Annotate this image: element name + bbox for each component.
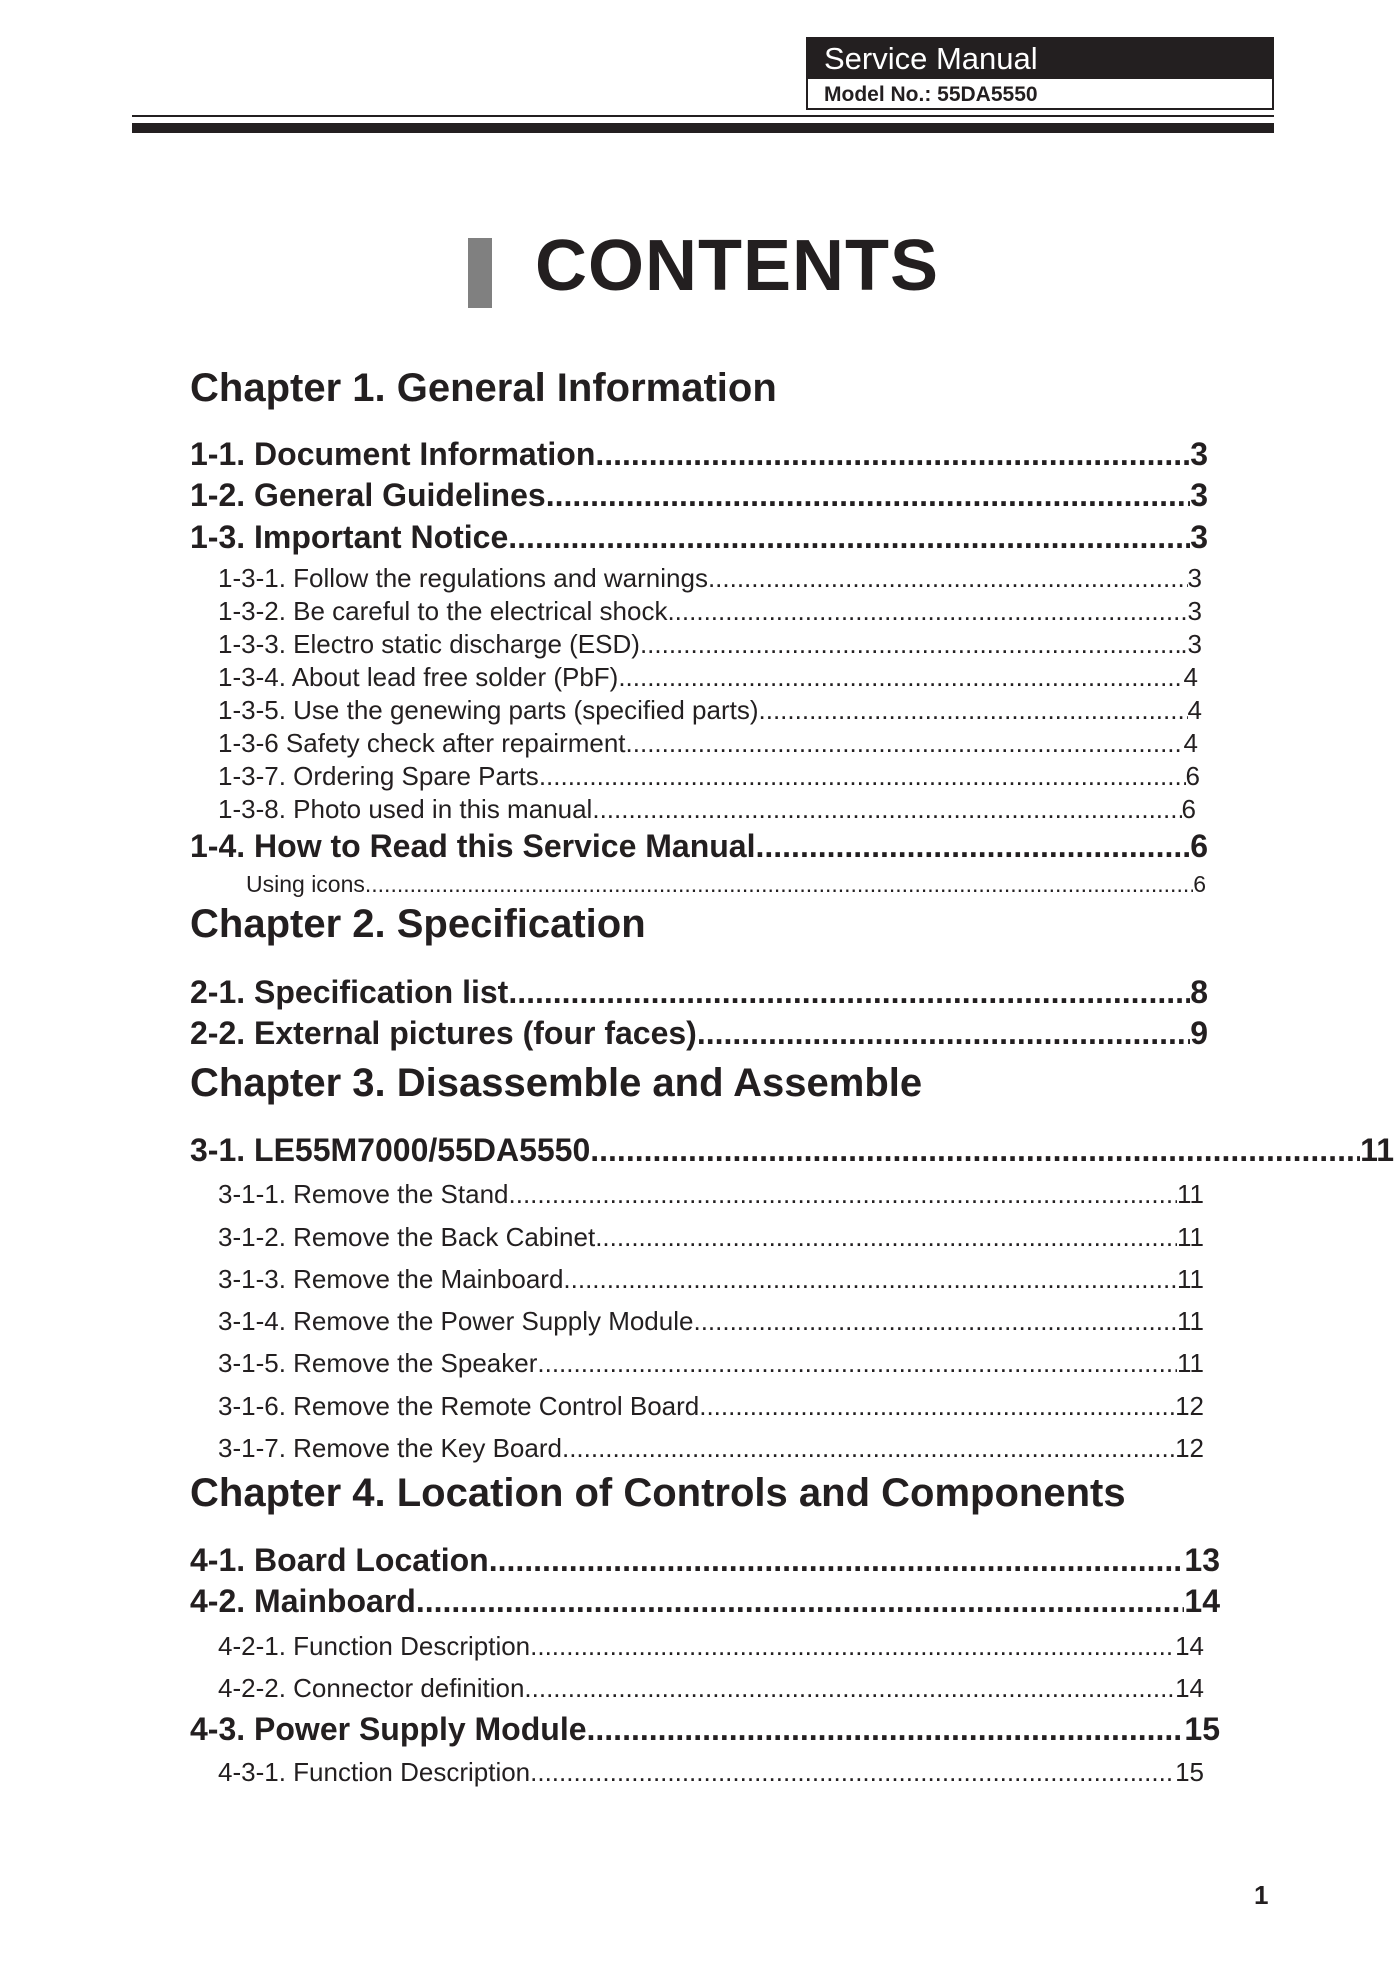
toc-entry-page: 11: [1177, 1179, 1204, 1209]
toc-entry-label: 1-1. Document Information: [190, 436, 596, 472]
toc-entry-label: 1-3-4. About lead free solder (PbF): [218, 662, 619, 692]
header-title: Service Manual: [808, 39, 1272, 79]
toc-entry-label: Using icons: [246, 871, 365, 897]
chapter-heading: Chapter 3. Disassemble and Assemble: [190, 1061, 923, 1105]
toc-entry[interactable]: [218, 1390, 1204, 1422]
toc-entry[interactable]: [190, 476, 1208, 514]
toc-entry-page: 8: [1190, 974, 1208, 1010]
toc-entry[interactable]: [218, 1178, 1204, 1210]
chapter-heading: Chapter 4. Location of Controls and Components: [190, 1471, 1126, 1515]
toc-entry-page: 11: [1360, 1132, 1394, 1168]
toc-leader-dots: [365, 869, 1193, 899]
toc-leader-dots: [595, 1221, 1177, 1253]
toc-entry-page: 6: [1181, 794, 1196, 824]
model-number: Model No.: 55DA5550: [824, 83, 1038, 106]
toc-entry[interactable]: [218, 727, 1198, 759]
toc-leader-dots: [640, 628, 1180, 660]
toc-entry-page: 6: [1185, 761, 1200, 791]
toc-entry[interactable]: [218, 694, 1202, 726]
toc-entry-page: 3: [1187, 596, 1202, 626]
toc-entry-page: 11: [1177, 1348, 1204, 1378]
page-number: 1: [1254, 1880, 1269, 1910]
toc-entry-page: 6: [1193, 871, 1206, 897]
toc-leader-dots: [755, 827, 1190, 865]
toc-leader-dots: [508, 518, 1190, 556]
toc-entry-label: 4-3. Power Supply Module: [190, 1711, 587, 1747]
toc-entry-label: 3-1-4. Remove the Power Supply Module: [218, 1306, 694, 1336]
toc-entry[interactable]: [218, 1432, 1204, 1464]
toc-leader-dots: [489, 1541, 1185, 1579]
toc-leader-dots: [592, 793, 1181, 825]
toc-leader-dots: [699, 1390, 1175, 1422]
toc-leader-dots: [508, 973, 1190, 1011]
toc-entry-page: 3: [1190, 477, 1208, 513]
toc-leader-dots: [667, 595, 1187, 627]
toc-entry[interactable]: [190, 435, 1208, 473]
toc-entry-label: 3-1-3. Remove the Mainboard: [218, 1264, 564, 1294]
toc-entry-label: 1-3-3. Electro static discharge (ESD): [218, 629, 640, 659]
toc-entry-label: 4-2-1. Function Description: [218, 1631, 531, 1661]
toc-entry-label: 1-3-7. Ordering Spare Parts: [218, 761, 539, 791]
toc-leader-dots: [546, 476, 1191, 514]
toc-entry[interactable]: [218, 1630, 1204, 1662]
toc-entry[interactable]: [190, 1131, 1394, 1169]
toc-entry-page: 12: [1175, 1433, 1204, 1463]
toc-entry-label: 3-1-7. Remove the Key Board: [218, 1433, 562, 1463]
toc-leader-dots: [587, 1710, 1185, 1748]
toc-entry-page: 14: [1175, 1631, 1204, 1661]
toc-entry-label: 3-1-5. Remove the Speaker: [218, 1348, 538, 1378]
toc-entry-page: 11: [1177, 1306, 1204, 1336]
toc-leader-dots: [524, 1672, 1175, 1704]
toc-entry-page: 11: [1177, 1222, 1204, 1252]
toc-entry[interactable]: [218, 793, 1196, 825]
toc-entry-page: 3: [1187, 563, 1202, 593]
toc-entry-page: 9: [1190, 1015, 1208, 1051]
toc-entry-label: 3-1-6. Remove the Remote Control Board: [218, 1391, 700, 1421]
toc-leader-dots: [562, 1432, 1175, 1464]
toc-entry[interactable]: [246, 869, 1206, 899]
toc-leader-dots: [697, 1014, 1190, 1052]
toc-entry-label: 1-2. General Guidelines: [190, 477, 546, 513]
toc-entry[interactable]: [218, 595, 1202, 627]
toc-entry-label: 4-1. Board Location: [190, 1542, 489, 1578]
toc-entry[interactable]: [190, 1710, 1220, 1748]
toc-leader-dots: [590, 1131, 1360, 1169]
toc-leader-dots: [530, 1756, 1175, 1788]
toc-entry-page: 12: [1175, 1391, 1204, 1421]
toc-entry[interactable]: [190, 1541, 1220, 1579]
chapter-heading: Chapter 1. General Information: [190, 366, 777, 410]
toc-entry[interactable]: [218, 1305, 1204, 1337]
contents-title: CONTENTS: [535, 226, 939, 306]
toc-leader-dots: [708, 562, 1188, 594]
toc-leader-dots: [539, 760, 1186, 792]
toc-entry[interactable]: [218, 1221, 1204, 1253]
toc-leader-dots: [759, 694, 1188, 726]
toc-entry-label: 3-1. LE55M7000/55DA5550: [190, 1132, 591, 1168]
toc-entry[interactable]: [190, 1014, 1208, 1052]
toc-entry-label: 2-2. External pictures (four faces): [190, 1015, 697, 1051]
toc-leader-dots: [530, 1630, 1175, 1662]
toc-entry-label: 4-3-1. Function Description: [218, 1757, 531, 1787]
toc-entry-label: 4-2. Mainboard: [190, 1583, 416, 1619]
toc-entry-page: 14: [1175, 1673, 1204, 1703]
toc-entry-page: 15: [1184, 1711, 1220, 1747]
toc-entry-label: 1-3-8. Photo used in this manual: [218, 794, 593, 824]
toc-entry-page: 4: [1183, 728, 1198, 758]
toc-entry-label: 1-3-1. Follow the regulations and warnings: [218, 563, 708, 593]
toc-leader-dots: [509, 1178, 1178, 1210]
toc-entry[interactable]: [218, 562, 1202, 594]
toc-entry-label: 1-4. How to Read this Service Manual: [190, 828, 756, 864]
toc-leader-dots: [693, 1305, 1177, 1337]
toc-entry-page: 6: [1190, 828, 1208, 864]
toc-leader-dots: [618, 661, 1183, 693]
toc-entry[interactable]: [218, 661, 1198, 693]
toc-entry[interactable]: [218, 1672, 1204, 1704]
toc-entry-page: 3: [1190, 519, 1208, 555]
toc-entry-label: 4-2-2. Connector definition: [218, 1673, 525, 1703]
toc-entry[interactable]: [218, 1756, 1204, 1788]
toc-entry-page: 14: [1184, 1583, 1220, 1619]
toc-entry-page: 15: [1175, 1757, 1204, 1787]
toc-entry-label: 1-3. Important Notice: [190, 519, 509, 555]
toc-entry-page: 4: [1187, 695, 1202, 725]
toc-leader-dots: [416, 1582, 1185, 1620]
toc-entry-label: 2-1. Specification list: [190, 974, 509, 1010]
toc-entry-page: 4: [1183, 662, 1198, 692]
toc-entry-page: 13: [1184, 1542, 1220, 1578]
toc-entry-page: 11: [1177, 1264, 1204, 1294]
toc-entry-label: 1-3-5. Use the genewing parts (specified parts): [218, 695, 759, 725]
toc-leader-dots: [563, 1263, 1177, 1295]
toc-leader-dots: [595, 435, 1190, 473]
toc-entry[interactable]: [218, 1347, 1204, 1379]
toc-entry[interactable]: [190, 973, 1208, 1011]
toc-entry-page: 3: [1190, 436, 1208, 472]
toc-entry-page: .3: [1180, 629, 1202, 659]
toc-leader-dots: [626, 727, 1184, 759]
chapter-heading: Chapter 2. Specification: [190, 902, 646, 946]
toc-entry-label: 3-1-2. Remove the Back Cabinet: [218, 1222, 596, 1252]
toc-leader-dots: [537, 1347, 1177, 1379]
toc-entry[interactable]: [218, 628, 1202, 660]
toc-entry[interactable]: [190, 1582, 1220, 1620]
toc-entry-label: 1-3-2. Be careful to the electrical shock: [218, 596, 668, 626]
toc-entry-label: 1-3-6 Safety check after repairment: [218, 728, 626, 758]
toc-entry[interactable]: [190, 518, 1208, 556]
toc-entry-label: 3-1-1. Remove the Stand: [218, 1179, 509, 1209]
toc-entry[interactable]: [190, 827, 1208, 865]
toc-entry[interactable]: [218, 1263, 1204, 1295]
toc-entry[interactable]: [218, 760, 1200, 792]
